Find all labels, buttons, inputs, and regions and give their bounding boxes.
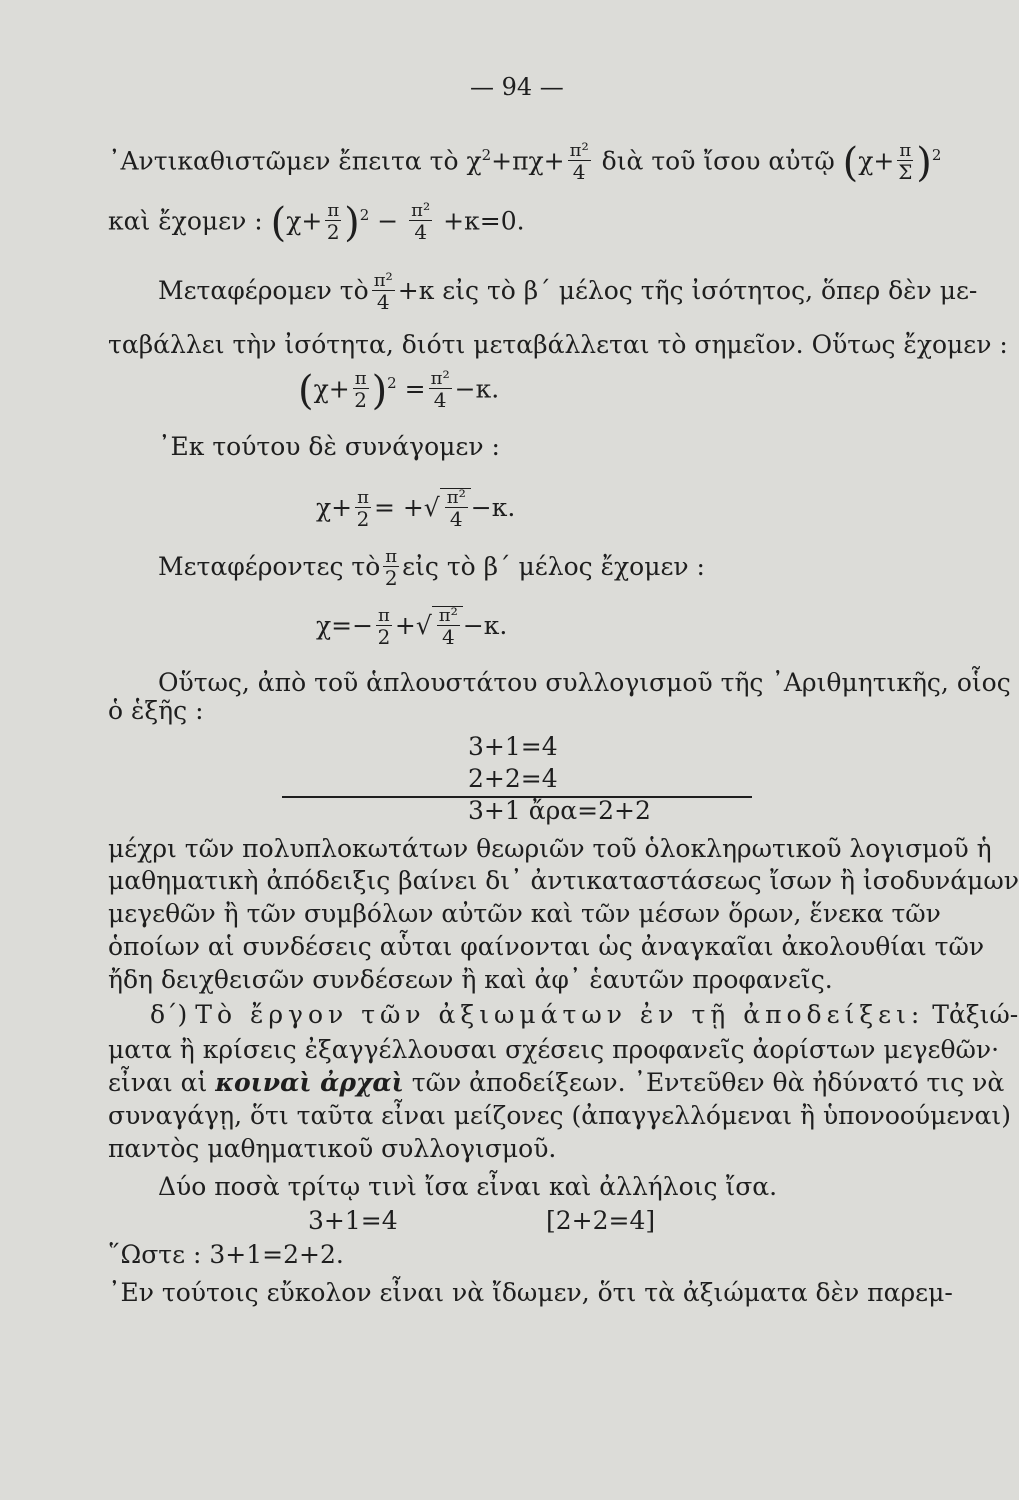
paren-open: ( <box>298 367 314 414</box>
eq3-radical <box>432 606 463 648</box>
line1-fraction <box>568 142 591 183</box>
fraction-numerator: π² <box>411 200 431 222</box>
eq2-text-c: −κ. <box>470 493 516 522</box>
fraction-numerator: π² <box>430 368 450 390</box>
fraction-numerator: π <box>378 605 390 626</box>
line-text-a: εἶναι αἱ <box>108 1068 208 1097</box>
line2-text-b: χ+ <box>286 206 323 236</box>
text-line-4: ταβάλλει τὴν ἰσότητα, διότι μεταβάλλεται τὸ σημεῖον. Οὕτως ἔχομεν : <box>108 330 1008 359</box>
fraction-numerator: π² <box>569 140 589 162</box>
fraction-denominator: 4 <box>414 220 428 245</box>
arith-line-2: 2+2=4 <box>468 764 558 793</box>
line1-text-b: +πχ+ <box>491 146 565 176</box>
fraction-numerator: π <box>327 200 340 222</box>
arith-line-3: 3+1 ἄρα=2+2 <box>468 796 651 825</box>
section-line-3: συναγάγῃ, ὅτι ταῦτα εἶναι μείζονες (ἀπαγγελλόμεναι ἢ ὑπονοούμεναι) <box>108 1101 1011 1130</box>
line2-fraction-1 <box>325 202 341 243</box>
eq2-fraction-2 <box>445 489 468 530</box>
paren-close: ) <box>344 199 360 246</box>
page-number: — 94 — <box>470 73 564 101</box>
fraction-numerator: π <box>899 140 912 162</box>
line1-text-a: ᾿Αντικαθιστῶμεν ἔπειτα τὸ χ <box>108 146 482 176</box>
section-d-rest: Τἀξιώ- <box>932 1000 1019 1029</box>
eq1-equals: = <box>404 374 426 404</box>
text-line-2: καὶ ἔχομεν : (χ+ $\frac{\pi}{2}$ )$^2$ − $\frac{\text{π²}}{4}$ +κ=0. <box>108 199 525 246</box>
eq2-text-a: χ+ <box>316 493 353 522</box>
line2-text-a: καὶ ἔχομεν : <box>108 206 263 236</box>
equation-1 <box>298 367 500 414</box>
section-d-label: δ΄) <box>150 1000 188 1029</box>
fraction-denominator: 4 <box>441 625 455 649</box>
axiom-line: Δύο ποσὰ τρίτῳ τινὶ ἴσα εἶναι καὶ ἀλλήλοις ἴσα. <box>158 1172 778 1201</box>
section-d-title: Τὸ ἔργον τῶν ἀξιωμάτων ἐν τῇ ἀποδείξει: <box>195 1000 925 1029</box>
line1-square-2: 2 <box>931 146 942 164</box>
eq1-text-c: −κ. <box>454 374 500 404</box>
fraction-denominator: Σ <box>898 160 913 185</box>
fraction-numerator: π² <box>438 605 458 626</box>
paren-open: ( <box>842 139 859 186</box>
eq2-radical <box>440 488 471 530</box>
eq3-fraction-1 <box>376 607 392 648</box>
text-line-3 <box>158 272 977 313</box>
eq1-text-a: χ+ <box>313 374 350 404</box>
conclusion-line: ῞Ωστε : 3+1=2+2. <box>108 1240 344 1269</box>
eq3-fraction-2 <box>437 607 460 648</box>
line2-text-c: +κ=0. <box>443 206 525 236</box>
para-line-1: μέχρι τῶν πολυπλοκωτάτων θεωριῶν τοῦ ὁλοκληρωτικοῦ λογισμοῦ ἡ <box>108 834 992 863</box>
fraction-denominator: 4 <box>376 290 390 314</box>
text-line-10: Οὕτως, ἀπὸ τοῦ ἁπλουστάτου συλλογισμοῦ τῆς ᾿Αριθμητικῆς, οἷος <box>158 668 1011 697</box>
line8-text-b: εἰς τὸ β΄ μέλος ἔχομεν : <box>402 552 705 581</box>
equation-3: χ=− $\frac{\pi}{2}$ +√ $\frac{\text{π²}}{4}$ −κ. <box>316 605 508 649</box>
eq3-text-a: χ=− <box>316 611 374 640</box>
axiom-example-a: 3+1=4 <box>308 1206 398 1235</box>
line1-text-d: χ+ <box>858 146 895 176</box>
equation-2: χ+ $\frac{\pi}{2}$ = +√ $\frac{\text{π²}}{4}$ −κ. <box>316 487 516 531</box>
fraction-denominator: 2 <box>384 566 398 590</box>
eq1-fraction-2 <box>429 370 452 411</box>
eq2-text-b: = + <box>373 493 424 522</box>
fraction-denominator: 2 <box>354 388 367 413</box>
final-line: ᾿Εν τούτοις εὔκολον εἶναι νὰ ἴδωμεν, ὅτι τὰ ἀξιώματα δὲν παρεμ- <box>108 1278 953 1307</box>
fraction-denominator: 2 <box>356 507 370 531</box>
text-line-6: ᾿Εκ τούτου δὲ συνάγομεν : <box>158 432 500 461</box>
text-line-8 <box>158 548 705 589</box>
fraction-numerator: π² <box>373 270 393 291</box>
eq2-fraction-1 <box>355 489 371 530</box>
text-line-1 <box>108 139 942 186</box>
fraction-numerator: π² <box>446 487 466 508</box>
axiom-example-b: [2+2=4] <box>546 1206 656 1235</box>
eq3-text-c: −κ. <box>462 611 508 640</box>
section-line-1: ματα ἢ κρίσεις ἐξαγγέλλουσαι σχέσεις προφανεῖς ἀορίστων μεγεθῶν· <box>108 1035 1000 1064</box>
line8-fraction <box>383 548 399 589</box>
line1-fraction-2 <box>897 142 913 183</box>
line1-text-c: διὰ τοῦ ἴσου αὐτῷ <box>601 146 835 176</box>
para-line-4: ὁποίων αἱ συνδέσεις αὗται φαίνονται ὡς ἀναγκαῖαι ἀκολουθίαι τῶν <box>108 932 985 961</box>
para-line-3: μεγεθῶν ἢ τῶν συμβόλων αὐτῶν καὶ τῶν μέσων ὅρων, ἕνεκα τῶν <box>108 899 941 928</box>
fraction-numerator: π <box>357 487 369 508</box>
eq1-fraction-1 <box>353 370 369 411</box>
eq1-square: 2 <box>387 374 397 392</box>
fraction-denominator: 4 <box>572 160 586 185</box>
line2-fraction-2 <box>409 202 432 243</box>
fraction-numerator: π <box>354 368 367 390</box>
paren-close: ) <box>371 367 388 414</box>
section-line-2 <box>108 1068 1004 1098</box>
fraction-denominator: 2 <box>326 220 340 245</box>
line1-square: 2 <box>481 146 492 164</box>
arith-line-1: 3+1=4 <box>468 732 558 761</box>
line2-square: 2 <box>359 206 370 224</box>
text-line-11: ὁ ἑξῆς : <box>108 696 204 725</box>
line3-text-a: Μεταφέρομεν τὸ <box>158 276 369 305</box>
emphasis-common-principles: κοιναὶ ἀρχαὶ <box>215 1068 404 1097</box>
para-line-2: μαθηματικὴ ἀπόδειξις βαίνει δι᾿ ἀντικαταστάσεως ἴσων ἢ ἰσοδυνάμων <box>108 866 1019 895</box>
fraction-denominator: 2 <box>377 625 391 649</box>
section-d-heading <box>150 1000 1018 1030</box>
fraction-denominator: 4 <box>433 388 447 413</box>
fraction-numerator: π <box>385 546 398 567</box>
section-line-4: παντὸς μαθηματικοῦ συλλογισμοῦ. <box>108 1134 557 1163</box>
paren-open: ( <box>270 199 287 246</box>
fraction-denominator: 4 <box>449 507 463 531</box>
line-text-c: τῶν ἀποδείξεων. ᾿Εντεῦθεν θὰ ἠδύνατό τις νὰ <box>411 1068 1005 1097</box>
line3-text-b: +κ εἰς τὸ β΄ μέλος τῆς ἰσότητος, ὅπερ δὲν με- <box>397 276 978 305</box>
paren-close: ) <box>916 139 932 186</box>
line3-fraction <box>372 272 395 313</box>
eq3-text-b: + <box>394 611 416 640</box>
line8-text-a: Μεταφέροντες τὸ <box>158 552 381 581</box>
para-line-5: ἤδη δειχθεισῶν συνδέσεων ἢ καὶ ἀφ᾿ ἑαυτῶν προφανεῖς. <box>108 965 833 994</box>
